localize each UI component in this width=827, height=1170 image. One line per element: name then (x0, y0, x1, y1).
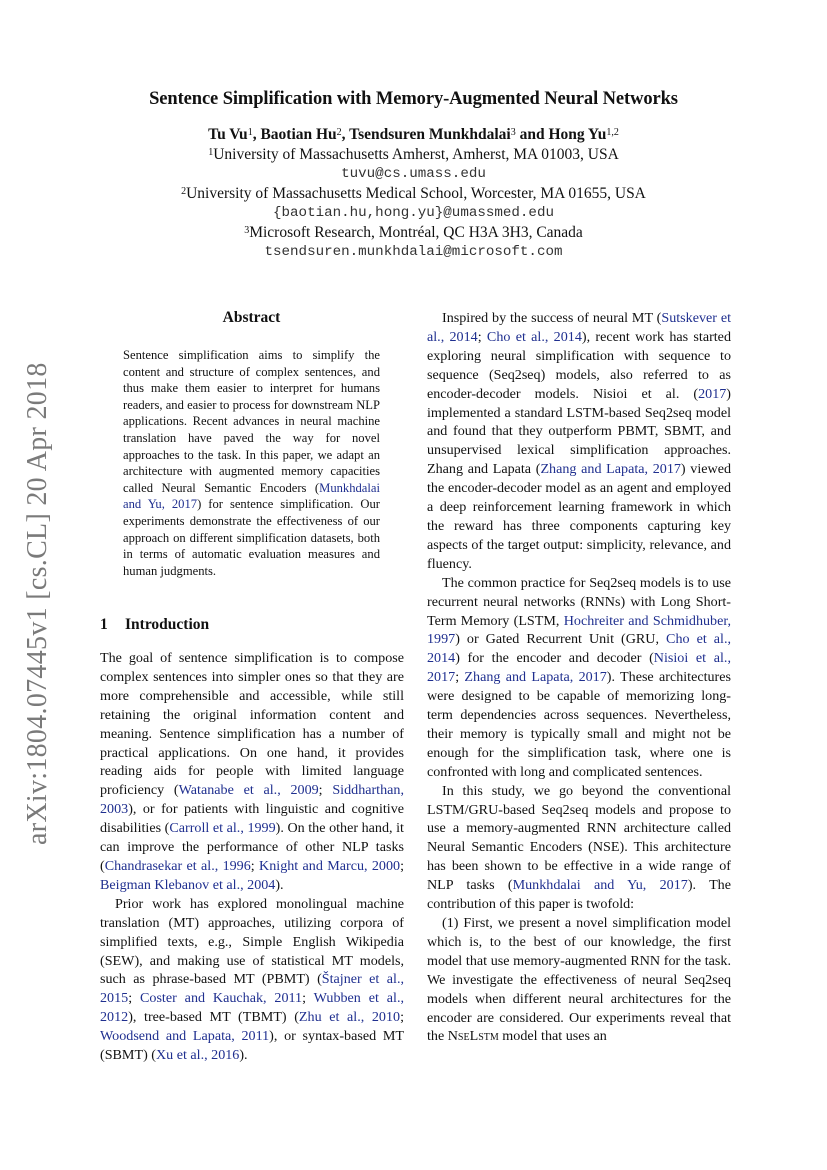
affil-sup: 3 (244, 225, 250, 236)
citation-link[interactable]: Zhu et al., 2010 (298, 1009, 401, 1026)
body-text: ; (400, 1009, 404, 1026)
section-number: 1 (100, 616, 108, 633)
citation-link[interactable]: Štajner et al., 2015 (100, 971, 405, 1007)
affil-text: Microsoft Research, Montréal, QC H3A 3H3, Canada (249, 224, 583, 241)
citation-link[interactable]: Munkhdalai and Yu, 2017 (512, 877, 688, 894)
abstract-text: Sentence simplification aims to simplify the content and structure of complex sentences, and thus make them easier to interpret for humans readers, and easier to process for downstream NLP applications. Recent advances in neural machine translation have paved the way for novel approaches to the task. In this paper, we adapt an architecture with augmented memory capacities called Neural Semantic Encoders ( (123, 348, 380, 495)
body-text: In this study, we go beyond the conventional LSTM/GRU-based Seq2seq models and propose to use a memory-augmented RNN architecture called Neural Semantic Encoders (NSE). This architecture has been shown to be effective in a wide range of NLP tasks ( (427, 782, 731, 894)
body-text: ; (302, 990, 314, 1007)
body-text: ) or Gated Recurrent Unit (GRU, (455, 631, 667, 648)
citation-link[interactable]: Zhang and Lapata, 2017 (464, 669, 607, 686)
body-text: ). (239, 1047, 248, 1064)
body-text: ) for the encoder and decoder ( (455, 650, 654, 667)
affiliation-1 (0, 145, 827, 164)
body-text: ). (275, 876, 284, 893)
email-2[interactable]: {baotian.hu,hong.yu}@umassmed.edu (273, 205, 554, 221)
affil-text: University of Massachusetts Medical School, Worcester, MA 01655, USA (186, 185, 646, 202)
email-3[interactable]: tsendsuren.munkhdalai@microsoft.com (264, 244, 563, 260)
author-name: Baotian Hu (260, 126, 337, 143)
body-text: ), or syntax-based MT (SBMT) ( (100, 1028, 404, 1064)
citation-link[interactable]: Knight and Marcu, 2000 (259, 857, 401, 874)
author-name: Hong Yu (548, 126, 607, 143)
citation-link[interactable]: Xu et al., 2016 (155, 1047, 240, 1064)
abstract-text: ) for sentence simplification. Our experiments demonstrate the effectiveness of our approach on different simplification datasets, both in terms of automatic evaluation measures and human judgments. (123, 497, 380, 578)
body-text: ). These architectures were designed to be capable of memorizing long-term dependencies across sequences. Nevertheless, their memory is typically small and might not be enough for the simplification task, where one is confronted with long and complicated sentences. (427, 669, 731, 780)
citation-link[interactable]: Woodsend and Lapata, 2011 (100, 1028, 270, 1045)
affil-sup: 1 (208, 147, 214, 158)
citation-link[interactable]: Watanabe et al., 2009 (178, 782, 319, 799)
email-1[interactable]: tuvu@cs.umass.edu (341, 166, 486, 182)
body-text: ), recent work has started exploring neural simplification with sequence to sequence (Seq2seq) models, also referred to as encoder-decoder models. Nisioi et al. ( (427, 328, 731, 402)
author-affil-sup: 2 (336, 127, 342, 138)
paragraph (427, 782, 731, 914)
body-text: ) viewed the encoder-decoder model as an agent and employed a deep reinforcement learning framework in which the reward has three components capturing key aspects of the target output: simplicity, relevance, and fluency. (427, 461, 731, 572)
citation-link[interactable]: Coster and Kauchak, 2011 (140, 990, 303, 1007)
paragraph (427, 574, 731, 782)
citation-link[interactable]: Zhang and Lapata, 2017 (540, 461, 681, 478)
paper-title: Sentence Simplification with Memory-Augmented Neural Networks (149, 89, 678, 109)
citation-link[interactable]: Carroll et al., 1999 (169, 820, 276, 837)
citation-link[interactable]: Siddharthan, 2003 (100, 782, 404, 818)
author-affil-sup: 1 (247, 127, 253, 138)
body-text: ; (318, 782, 333, 799)
affil-text: University of Massachusetts Amherst, Amherst, MA 01003, USA (213, 146, 619, 163)
body-text: ), tree-based MT (TBMT) ( (128, 1009, 299, 1026)
body-text: ; (455, 669, 465, 686)
body-text: (1) First, we present a novel simplification model which is, to the best of our knowledge, the first model that use memory-augmented RNN for the task. We investigate the effectiveness of neural Seq2seq models when different neural architectures for the encoder are considered. Our experiments reveal that the (427, 915, 731, 1045)
body-text: ; (128, 990, 140, 1007)
body-text: ) implemented a standard LSTM-based Seq2seq model and found that they outperform PBMT, SBMT, and unsupervised lexical simplification approaches. Zhang and Lapata ( (427, 385, 731, 478)
author-name: Tu Vu (208, 126, 248, 143)
author-separator: and (515, 126, 549, 143)
citation-link[interactable]: 2017 (698, 385, 727, 402)
body-text: ), or for patients with linguistic and cognitive disabilities ( (100, 801, 404, 837)
author-affil-sup: 3 (510, 127, 516, 138)
body-text: Inspired by the success of neural MT ( (442, 310, 662, 326)
body-text: ; (250, 857, 260, 874)
citation-link[interactable]: Nisioi et al., 2017 (427, 650, 731, 686)
model-name: NseLstm (447, 1028, 499, 1045)
left-column (100, 649, 404, 1065)
paragraph (100, 895, 404, 1065)
author-separator: , (252, 126, 261, 143)
author-name: Tsendsuren Munkhdalai (349, 126, 511, 143)
section-heading (100, 616, 209, 634)
citation-link[interactable]: Beigman Klebanov et al., 2004 (100, 876, 276, 893)
body-text: The common practice for Seq2seq models is to use recurrent neural networks (RNNs) with Long Short-Term Memory (LSTM, (427, 574, 731, 629)
paragraph (427, 914, 731, 1046)
right-column (427, 309, 731, 1046)
citation-link[interactable]: Chandrasekar et al., 1996 (104, 857, 251, 874)
affiliation-2 (0, 184, 827, 203)
citation-link[interactable]: Cho et al., 2014 (486, 328, 582, 345)
paragraph (427, 309, 731, 574)
body-text: Prior work has explored monolingual machine translation (MT) approaches, utilizing corpora of simplified texts, e.g., Simple English Wikipedia (SEW), and making use of statistical MT models, such as phrase-based MT (PBMT) ( (100, 895, 404, 988)
body-text: ). The contribution of this paper is twofold: (427, 877, 731, 913)
body-text: ). On the other hand, it can improve the performance of other NLP tasks ( (100, 820, 404, 874)
citation-link[interactable]: Wubben et al., 2012 (100, 990, 405, 1026)
citation-link[interactable]: Munkhdalai and Yu, 2017 (123, 480, 380, 512)
author-separator: , (341, 126, 350, 143)
body-text: The goal of sentence simplification is to compose complex sentences into simpler ones so that they are more comprehensible and accessible, while still retaining the original information content and meaning. Sentence simplification has a number of practical applications. On one hand, it provides reading aids for people with limited language proficiency ( (100, 650, 404, 799)
body-text: ; (400, 857, 404, 874)
arxiv-stamp: arXiv:1804.07445v1 [cs.CL] 20 Apr 2018 (22, 362, 53, 845)
abstract-heading: Abstract (222, 309, 281, 326)
section-title: Introduction (125, 616, 210, 633)
citation-link[interactable]: Hochreiter and Schmidhuber, 1997 (427, 612, 731, 648)
citation-link[interactable]: Cho et al., 2014 (427, 631, 731, 667)
affiliation-3 (0, 223, 827, 242)
citation-link[interactable]: Sutskever et al., 2014 (427, 310, 731, 345)
author-affil-sup: 1,2 (606, 127, 619, 138)
paragraph (100, 649, 404, 895)
affil-sup: 2 (181, 186, 187, 197)
body-text: model that uses an (498, 1028, 607, 1045)
abstract-body (123, 347, 380, 579)
body-text: ; (477, 328, 487, 345)
author-list (0, 125, 827, 144)
